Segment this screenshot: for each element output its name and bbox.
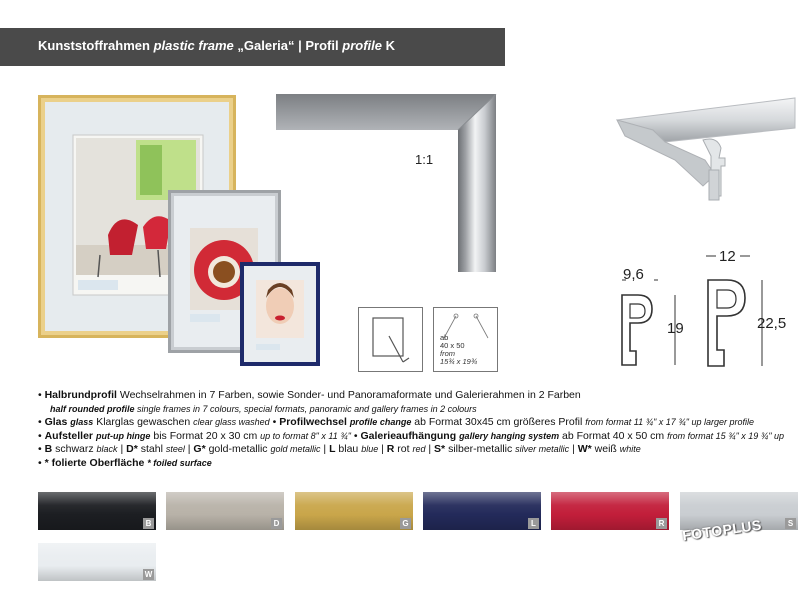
desc-line-2: • Glas glass Klarglas gewaschen clear glass washed • Profilwechsel profile change ab Format 30x45 cm größeres Profil from format 11 ¾" x 17 ¾" up larger profile [38, 416, 755, 429]
desc-line-1-en: half rounded profile single frames in 7 colours, special formats, panoramic and gallery frames in 2 colours [50, 403, 477, 414]
scale-label: 1:1 [415, 152, 434, 167]
desc-line-1: • Halbrundprofil Wechselrahmen in 7 Farben, sowie Sonder- und Panoramaformate und Galerierahmen in 2 Farben [38, 389, 581, 401]
product-description [38, 389, 798, 471]
swatch-code: B [143, 518, 154, 529]
swatch-code: R [656, 518, 667, 529]
dim-small-height: 19 [667, 320, 684, 337]
swatch-gold [295, 492, 413, 530]
blue-frame-photo [240, 262, 322, 368]
swatch-code: G [400, 518, 411, 529]
swatch-code: S [785, 518, 796, 529]
hanging-size-cm: 40 x 50 [440, 341, 465, 350]
swatch-blue [423, 492, 541, 530]
swatch-code: D [271, 518, 282, 529]
dim-large-width: 12 [719, 248, 736, 265]
watermark: FOTOPLUS [681, 516, 763, 544]
hanging-size-inch: 15¾ x 19¾ [440, 357, 478, 366]
stand-icon [358, 307, 423, 372]
frame-corner-closeup [276, 94, 498, 274]
hanging-from-en: from [440, 349, 455, 358]
swatch-steel [166, 492, 284, 530]
swatch-code: L [528, 518, 539, 529]
swatch-black [38, 492, 156, 530]
gallery-hanging-icon [433, 307, 498, 372]
hanging-from-label: ab [440, 333, 449, 342]
header-bar [0, 28, 505, 66]
profile-3d-render [605, 90, 800, 220]
page-title: Kunststoffrahmen plastic frame „Galeria“ | Profil profile K [38, 38, 395, 53]
desc-line-foiled: • * folierte Oberfläche * foiled surface [38, 456, 212, 469]
dim-small-width: 9,6 [623, 266, 644, 283]
swatch-red [551, 492, 669, 530]
desc-line-3: • Aufsteller put-up hinge bis Format 20 x 30 cm up to format 8" x 11 ¾" • Galerieaufhängung gallery hanging system ab Format 40 x 50 cm from format 15 ¾" x 19 ¾" up [38, 429, 785, 442]
profile-cross-sections [600, 240, 800, 375]
desc-line-colors: • B schwarz black | D* stahl steel | G* gold-metallic gold metallic | L blau blue | R rot red | S* silber-metallic silver metallic | W* weiß white [38, 443, 641, 456]
swatch-white [38, 543, 156, 581]
swatch-code: W [144, 570, 153, 579]
dim-large-height: 22,5 [757, 315, 787, 332]
